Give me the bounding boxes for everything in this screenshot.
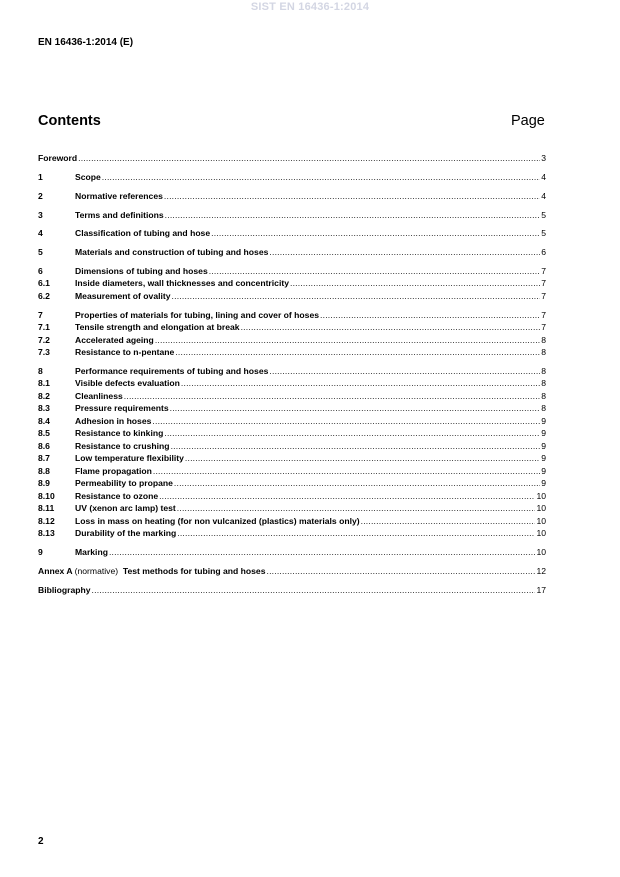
- toc-leader-dots: [361, 515, 536, 527]
- toc-entry[interactable]: [38, 290, 546, 302]
- toc-entry-number: 6: [38, 266, 43, 276]
- toc-leader-dots: [102, 171, 540, 183]
- toc-entry-page: 7: [541, 278, 546, 288]
- toc-leader-dots: [152, 415, 540, 427]
- toc-entry-number: 8.2: [38, 391, 50, 401]
- toc-leader-dots: [241, 321, 541, 333]
- contents-title: Contents: [38, 113, 101, 129]
- toc-entry-title: Terms and definitions: [75, 210, 164, 220]
- toc-entry-page: 7: [541, 291, 546, 301]
- toc-entry-title: Pressure requirements: [75, 403, 169, 413]
- toc-entry-number: 7.2: [38, 335, 50, 345]
- toc-leader-dots: [177, 527, 535, 539]
- toc-leader-dots: [269, 365, 540, 377]
- toc-entry[interactable]: [38, 334, 546, 346]
- toc-entry-title: Cleanliness: [75, 391, 123, 401]
- toc-entry[interactable]: [38, 209, 546, 221]
- toc-entry-title: Bibliography: [38, 585, 91, 595]
- toc-entry-title: Resistance to n-pentane: [75, 347, 175, 357]
- toc-entry[interactable]: [38, 365, 546, 377]
- toc-entry[interactable]: [38, 390, 546, 402]
- toc-entry-number: 3: [38, 210, 43, 220]
- toc-leader-dots: [155, 334, 540, 346]
- toc-entry-number: 6.2: [38, 291, 50, 301]
- toc-leader-dots: [159, 490, 535, 502]
- toc-entry-number: 8.10: [38, 491, 55, 501]
- toc-entry-page: 4: [541, 191, 546, 201]
- toc-entry-page: 8: [541, 347, 546, 357]
- toc-leader-dots: [153, 465, 540, 477]
- toc-entry-page: 4: [541, 172, 546, 182]
- toc-entry-title: Adhesion in hoses: [75, 416, 152, 426]
- toc-entry-title: Resistance to crushing: [75, 441, 170, 451]
- toc-leader-dots: [174, 477, 540, 489]
- toc-leader-dots: [109, 546, 535, 558]
- toc-entry-number: 7.3: [38, 347, 50, 357]
- toc-entry-title: Tensile strength and elongation at break: [75, 322, 240, 332]
- toc-entry-page: 8: [541, 378, 546, 388]
- toc-entry-page: 8: [541, 366, 546, 376]
- toc-leader-dots: [124, 390, 540, 402]
- toc-leader-dots: [92, 584, 536, 596]
- toc-entry[interactable]: [38, 452, 546, 464]
- toc-entry[interactable]: [38, 227, 546, 239]
- page-number: 2: [38, 836, 44, 847]
- toc-entry-title: UV (xenon arc lamp) test: [75, 503, 176, 513]
- toc-entry-number: 8.7: [38, 453, 50, 463]
- toc-entry-title: Properties of materials for tubing, lining and cover of hoses: [75, 310, 320, 320]
- toc-entry[interactable]: [38, 477, 546, 489]
- toc-leader-dots: [170, 402, 541, 414]
- toc-entry[interactable]: [38, 246, 546, 258]
- toc-entry-title: Visible defects evaluation: [75, 378, 180, 388]
- annex-label: Annex A: [38, 566, 73, 576]
- toc-entry-number: 8: [38, 366, 43, 376]
- toc-entry-title: Resistance to kinking: [75, 428, 164, 438]
- toc-entry-title: Durability of the marking: [75, 528, 177, 538]
- toc-entry-number: 2: [38, 191, 43, 201]
- toc-entry-page: 10: [536, 503, 546, 513]
- toc-leader-dots: [290, 277, 540, 289]
- toc-entry-page: 3: [541, 153, 546, 163]
- toc-entry[interactable]: [38, 527, 546, 539]
- toc-leader-dots: [269, 246, 540, 258]
- toc-leader-dots: [320, 309, 540, 321]
- toc-entry[interactable]: [38, 277, 546, 289]
- page-column-heading: Page: [511, 113, 545, 129]
- toc-leader-dots: [164, 427, 540, 439]
- toc-entry-foreword[interactable]: [38, 152, 546, 164]
- toc-entry-page: 6: [541, 247, 546, 257]
- toc-entry[interactable]: [38, 402, 546, 414]
- toc-entry-title: Flame propagation: [75, 466, 152, 476]
- toc-entry-page: 10: [536, 547, 546, 557]
- toc-entry-title: Measurement of ovality: [75, 291, 171, 301]
- toc-entry[interactable]: [38, 546, 546, 558]
- toc-entry-page: 9: [541, 428, 546, 438]
- toc-entry-number: 8.3: [38, 403, 50, 413]
- toc-entry-page: 8: [541, 403, 546, 413]
- toc-entry[interactable]: [38, 190, 546, 202]
- toc-leader-dots: [181, 377, 540, 389]
- toc-entry-title: Foreword: [38, 153, 78, 163]
- toc-entry-page: 5: [541, 210, 546, 220]
- toc-entry-title: Dimensions of tubing and hoses: [75, 266, 208, 276]
- toc-entry[interactable]: [38, 465, 546, 477]
- toc-leader-dots: [211, 227, 540, 239]
- toc-entry-page: 8: [541, 391, 546, 401]
- toc-entry-annex-a[interactable]: [38, 565, 546, 577]
- toc-leader-dots: [266, 565, 535, 577]
- toc-entry-title: Classification of tubing and hose: [75, 228, 211, 238]
- toc-entry-number: 4: [38, 228, 43, 238]
- toc-entry-title: Accelerated ageing: [75, 335, 154, 345]
- toc-entry-number: 8.11: [38, 503, 55, 513]
- toc-entry-page: 9: [541, 453, 546, 463]
- annex-title: Test methods for tubing and hoses: [122, 566, 266, 576]
- toc-entry-page: 10: [536, 491, 546, 501]
- toc-entry[interactable]: [38, 171, 546, 183]
- toc-entry[interactable]: [38, 265, 546, 277]
- toc-entry[interactable]: [38, 515, 546, 527]
- toc-entry-title: Performance requirements of tubing and hoses: [75, 366, 269, 376]
- toc-entry-page: 12: [536, 566, 546, 576]
- toc-entry-page: 7: [541, 266, 546, 276]
- toc-entry-page: 9: [541, 416, 546, 426]
- toc-entry-title: Materials and construction of tubing and hoses: [75, 247, 269, 257]
- toc-entry-bibliography[interactable]: [38, 584, 546, 596]
- toc-entry-number: 8.9: [38, 478, 50, 488]
- toc-leader-dots: [165, 209, 541, 221]
- toc-entry-number: 1: [38, 172, 43, 182]
- toc-entry-title: Normative references: [75, 191, 163, 201]
- toc-entry-page: 7: [541, 322, 546, 332]
- toc-entry-number: 8.6: [38, 441, 50, 451]
- toc-entry-page: 7: [541, 310, 546, 320]
- toc-leader-dots: [185, 452, 540, 464]
- toc-entry[interactable]: [38, 502, 546, 514]
- toc-entry-page: 9: [541, 441, 546, 451]
- toc-entry-title: Resistance to ozone: [75, 491, 159, 501]
- toc-entry-page: 17: [536, 585, 546, 595]
- toc-entry[interactable]: [38, 346, 546, 358]
- toc-leader-dots: [177, 502, 536, 514]
- annex-qualifier: (normative): [74, 566, 119, 576]
- toc-leader-dots: [164, 190, 540, 202]
- toc-entry-number: 7.1: [38, 322, 50, 332]
- toc-entry-title: Marking: [75, 547, 108, 557]
- toc-entry-number: 8.4: [38, 416, 50, 426]
- toc-entry[interactable]: [38, 440, 546, 452]
- toc-entry-title: Permeability to propane: [75, 478, 173, 488]
- toc-entry[interactable]: [38, 321, 546, 333]
- toc-leader-dots: [78, 152, 540, 164]
- toc-leader-dots: [175, 346, 540, 358]
- toc-annex-entry: [38, 565, 265, 577]
- toc-entry-number: 5: [38, 247, 43, 257]
- toc-entry-title: Scope: [75, 172, 101, 182]
- toc-entry-page: 9: [541, 466, 546, 476]
- toc-leader-dots: [172, 290, 541, 302]
- toc-entry[interactable]: [38, 377, 546, 389]
- toc-entry-page: 5: [541, 228, 546, 238]
- toc-entry-page: 9: [541, 478, 546, 488]
- toc-entry-title: Inside diameters, wall thicknesses and concentricity: [75, 278, 289, 288]
- toc-entry-title: Low temperature flexibility: [75, 453, 184, 463]
- toc-entry-number: 8.8: [38, 466, 50, 476]
- toc-entry-number: 9: [38, 547, 43, 557]
- toc-entry[interactable]: [38, 490, 546, 502]
- toc-leader-dots: [209, 265, 540, 277]
- toc-entry-number: 8.12: [38, 516, 55, 526]
- toc-entry[interactable]: [38, 427, 546, 439]
- toc-entry-page: 10: [536, 516, 546, 526]
- watermark: SIST EN 16436-1:2014: [250, 1, 370, 13]
- toc-entry-number: 6.1: [38, 278, 50, 288]
- document-id: EN 16436-1:2014 (E): [38, 37, 134, 48]
- toc-entry-page: 10: [536, 528, 546, 538]
- toc-entry-number: 8.13: [38, 528, 55, 538]
- toc-entry-number: 8.5: [38, 428, 50, 438]
- toc-entry-number: 7: [38, 310, 43, 320]
- toc-entry-title: Loss in mass on heating (for non vulcanized (plastics) materials only): [75, 516, 360, 526]
- toc-entry[interactable]: [38, 309, 546, 321]
- toc-entry[interactable]: [38, 415, 546, 427]
- toc-entry-page: 8: [541, 335, 546, 345]
- toc-entry-number: 8.1: [38, 378, 50, 388]
- toc-leader-dots: [171, 440, 541, 452]
